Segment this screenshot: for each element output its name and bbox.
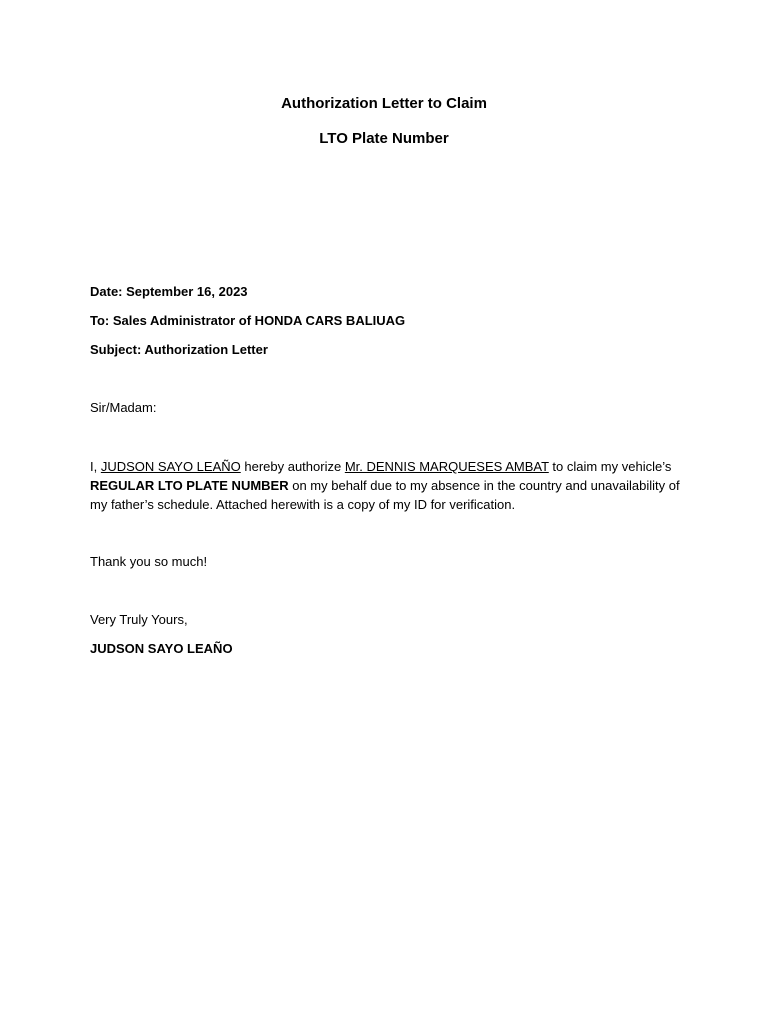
- letter-subtitle: LTO Plate Number: [319, 130, 449, 147]
- body-paragraph: [90, 457, 680, 514]
- authorizer-name: JUDSON SAYO LEAÑO: [100, 459, 241, 474]
- salutation: Sir/Madam:: [90, 400, 157, 415]
- subject-line: Subject: Authorization Letter: [90, 342, 268, 357]
- letter-title: Authorization Letter to Claim: [281, 95, 487, 112]
- signature-name: JUDSON SAYO LEAÑO: [90, 641, 233, 656]
- body-rest: on my behalf due to my absence in the country and unavailability of my father’s schedule. Attached herewith is a copy of my ID for verification.: [90, 478, 680, 512]
- closing-line: Very Truly Yours,: [90, 612, 188, 627]
- recipient-line: To: Sales Administrator of HONDA CARS BALIUAG: [90, 313, 406, 328]
- body-mid-1: hereby authorize: [240, 459, 345, 474]
- date-line: Date: September 16, 2023: [90, 284, 248, 299]
- body-prefix: I,: [90, 459, 101, 474]
- thanks-line: Thank you so much!: [90, 554, 208, 569]
- claim-item: REGULAR LTO PLATE NUMBER: [90, 478, 289, 493]
- authorized-name: Mr. DENNIS MARQUESES AMBAT: [344, 459, 549, 474]
- body-mid-2: to claim my vehicle’s: [548, 459, 672, 474]
